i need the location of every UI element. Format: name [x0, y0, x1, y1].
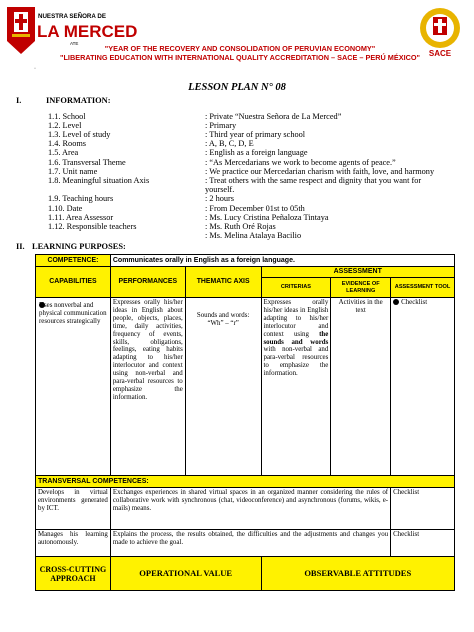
thematic-axis-cell: [185, 298, 261, 476]
info-value: : “As Mercedarians we work to become agents of peace.”: [205, 157, 396, 167]
info-value: : 2 hours: [205, 194, 235, 204]
info-value: : Ms. Ruth Oré Rojas: [205, 221, 276, 231]
info-label: 1.8. Meaningful situation Axis: [48, 175, 150, 185]
stray-mark: ·: [34, 66, 36, 72]
info-value: : Ms. Melina Atalaya Bacilio: [205, 230, 302, 240]
info-label: 1.3. Level of study: [48, 130, 111, 140]
capability-cell: [36, 298, 111, 476]
motto-line-1: "YEAR OF THE RECOVERY AND CONSOLIDATION OF PERUVIAN ECONOMY": [104, 44, 376, 53]
col-assessment: ASSESSMENT: [261, 267, 455, 278]
info-label: 1.10. Date: [48, 203, 83, 213]
thematic-line-2: “Wh” – “r”: [207, 319, 239, 327]
info-value: : From December 01st to 05th: [205, 203, 305, 213]
col-criterias: CRITERIAS: [261, 278, 331, 298]
svg-text:ATE: ATE: [70, 41, 79, 46]
svg-text:NUESTRA SEÑORA DE: NUESTRA SEÑORA DE: [38, 13, 106, 20]
info-value: : Ms. Lucy Cristina Peñaloza Tintaya: [205, 212, 329, 222]
transversal-2-competence: Manages his learning autonomously.: [36, 530, 111, 557]
info-value: : Primary: [205, 121, 237, 131]
info-value: yourself.: [205, 184, 235, 194]
col-assessment-tool: ASSESSMENT TOOL: [391, 278, 455, 298]
col-thematic-axis: THEMATIC AXIS: [185, 267, 261, 298]
section-number-2: II.: [16, 242, 25, 251]
school-crest-icon: [7, 7, 35, 54]
info-label: 1.7. Unit name: [48, 166, 98, 176]
bullet-icon: [393, 299, 399, 305]
info-label: 1.4. Rooms: [48, 139, 87, 149]
info-value: : Treat others with the same respect and dignity that you want for: [205, 175, 422, 185]
operational-value-label: OPERATIONAL VALUE: [110, 557, 261, 591]
info-value: : A, B, C, D, E: [205, 139, 254, 149]
info-value: : We practice our Mercedarian charism with faith, love, and harmony: [205, 166, 435, 176]
thematic-line-1: Sounds and words:: [196, 312, 250, 319]
col-performances: PERFORMANCES: [110, 267, 185, 298]
sace-logo: [413, 4, 467, 58]
transversal-1-tool: Checklist: [391, 488, 455, 530]
criteria-text-1: Expresses orally his/her ideas in English adapting to his/her interlocutor and context using: [263, 299, 329, 338]
sace-seal-icon: [420, 8, 460, 48]
info-value: : Third year of primary school: [205, 130, 306, 140]
motto-line-2: "LIBERATING EDUCATION WITH INTERNATIONAL QUALITY ACCREDITATION – SACE – PERÚ MÉXICO": [60, 53, 421, 62]
transversal-2-tool: Checklist: [391, 530, 455, 557]
info-label: 1.11. Area Assessor: [48, 212, 114, 222]
info-value: : Private “Nuestra Señora de La Merced”: [205, 112, 342, 121]
info-label: 1.5. Area: [48, 148, 79, 158]
learning-purposes-table: [35, 254, 455, 591]
cross-cutting-label: CROSS-CUTTING APPROACH: [36, 557, 111, 591]
col-capabilities: CAPABILITIES: [36, 267, 111, 298]
info-label: 1.2. Level: [48, 121, 82, 131]
info-label: 1.9. Teaching hours: [48, 194, 114, 204]
evidence-text: Activities in the text: [331, 298, 391, 476]
col-evidence: EVIDENCE OF LEARNING: [331, 278, 391, 298]
tool-cell: [391, 298, 455, 476]
observable-attitudes-label: OBSERVABLE ATTITUDES: [261, 557, 455, 591]
transversal-1-description: Exchanges experiences in shared virtual spaces in an organized manner considering the rules of collaborative work with synchronous (chat, videoconference) and asynchronous (forums, wikis, e-mails) means.: [110, 488, 390, 530]
svg-text:SACE: SACE: [428, 49, 452, 58]
section-heading-purposes: LEARNING PURPOSES:: [32, 242, 126, 251]
performance-text: Expresses orally his/her ideas in English about people, objects, places, time, daily activities, frequency of events, skills, obligations, feelings, eating habits adapting to his/her interlocutor and context using non-verbal and para-verbal resources to emphasize the information.: [110, 298, 185, 476]
capability-text: Uses nonverbal and physical communication resources strategically: [39, 301, 107, 325]
info-label: 1.1. School: [48, 112, 86, 121]
info-label: 1.12. Responsible teachers: [48, 221, 137, 231]
transversal-1-competence: Develops in virtual environments generated by ICT.: [36, 488, 111, 530]
criteria-text-bold: the sounds and words: [263, 330, 329, 346]
info-label: 1.6. Transversal Theme: [48, 157, 126, 167]
tool-text: Checklist: [401, 299, 428, 306]
competence-label: COMPETENCE:: [36, 255, 111, 267]
svg-text:LA MERCED: LA MERCED: [37, 22, 138, 41]
transversal-label: TRANSVERSAL COMPETENCES:: [36, 476, 455, 488]
criteria-text-2: with non-verbal and para-verbal resources to emphasize the information.: [263, 346, 329, 378]
section-number-1: I.: [16, 96, 22, 105]
competence-value: Communicates orally in English as a foreign language.: [110, 255, 454, 267]
criteria-cell: [261, 298, 331, 476]
section-heading-information: INFORMATION:: [46, 96, 111, 105]
transversal-2-description: Explains the process, the results obtained, the difficulties and the adjustments and changes you made to achieve the goal.: [110, 530, 390, 557]
info-value: : English as a foreign language: [205, 148, 308, 158]
page-title: LESSON PLAN N° 08: [188, 82, 286, 93]
